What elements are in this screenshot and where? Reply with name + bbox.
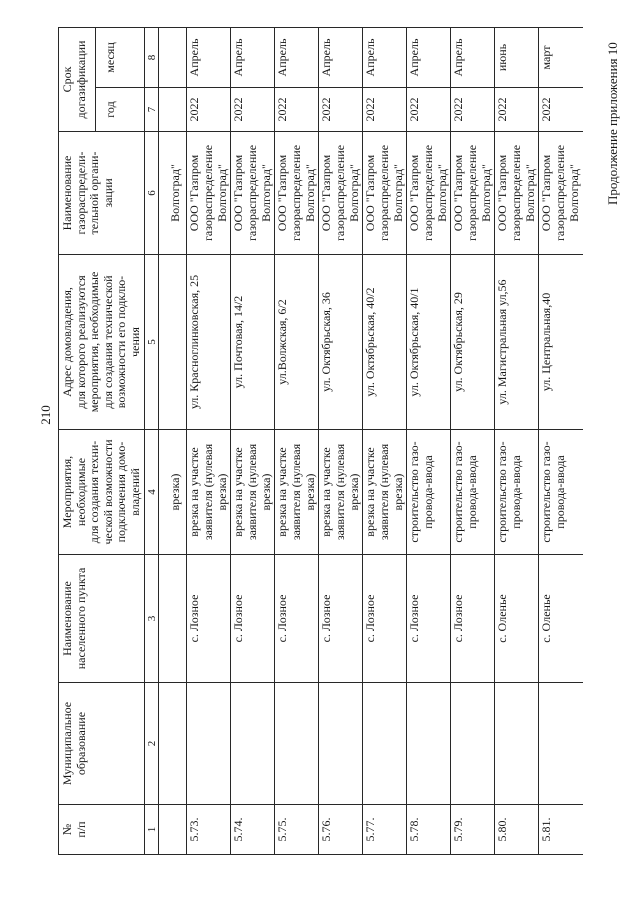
cell-year xyxy=(159,88,187,132)
header-text: владений xyxy=(127,468,142,516)
cell-num xyxy=(407,805,451,855)
cell-organization xyxy=(231,132,275,255)
cell-municipality xyxy=(407,683,451,805)
cell-settlement xyxy=(407,555,451,683)
organization-text: газораспределение xyxy=(420,144,435,242)
cell-num xyxy=(319,805,363,855)
measure-text: врезка на участке xyxy=(231,447,245,537)
year-text: 2022 xyxy=(319,97,333,122)
organization-text: газораспределение xyxy=(288,144,303,242)
cell-year xyxy=(539,88,583,132)
column-number: 7 xyxy=(145,88,159,132)
address-text: ул. Октябрьская, 36 xyxy=(319,292,333,392)
column-number: 4 xyxy=(145,430,159,555)
measure-text: строительство газо- xyxy=(539,441,553,543)
header-organization xyxy=(59,132,145,255)
cell-organization xyxy=(187,132,231,255)
measure-text: врезка на участке xyxy=(363,447,377,537)
measure-text: заявителя (нулевая xyxy=(376,443,391,541)
address-text: ул. Октябрьская, 40/2 xyxy=(363,287,377,397)
cell-num xyxy=(275,805,319,855)
organization-text: газораспределение xyxy=(332,144,347,242)
month-text: Апрель xyxy=(451,38,465,77)
gasification-table xyxy=(58,27,583,855)
cell-address xyxy=(495,255,539,430)
organization-text: ООО "Газпром xyxy=(319,154,333,232)
header-year xyxy=(96,88,145,132)
cell-organization xyxy=(495,132,539,255)
cell-measure xyxy=(319,430,363,555)
address-text: ул. Красноглинковская, 25 xyxy=(187,274,201,410)
cell-settlement xyxy=(187,555,231,683)
cell-settlement xyxy=(159,555,187,683)
num-text: 5.78. xyxy=(407,817,421,842)
cell-address xyxy=(275,255,319,430)
cell-year xyxy=(363,88,407,132)
cell-organization xyxy=(539,132,583,255)
measure-text: врезка) xyxy=(258,473,273,511)
cell-measure xyxy=(407,430,451,555)
cell-settlement xyxy=(319,555,363,683)
organization-text: Волгоград" xyxy=(522,164,537,222)
settlement-text: с. Лозное xyxy=(231,594,245,643)
table-row xyxy=(539,27,583,854)
num-text: 5.81. xyxy=(539,817,553,842)
header-text: мероприятия, необходимые xyxy=(87,271,102,413)
cell-municipality xyxy=(319,683,363,805)
cell-organization xyxy=(407,132,451,255)
header-text: тельной органи- xyxy=(87,151,102,235)
measure-text: врезка на участке xyxy=(187,447,201,537)
settlement-text: с. Лозное xyxy=(187,594,201,643)
header-text: для создания технической xyxy=(100,275,115,409)
num-text: 5.80. xyxy=(495,817,509,842)
header-row xyxy=(59,27,96,854)
header-text: Адрес домовладения, xyxy=(60,287,74,397)
cell-address xyxy=(407,255,451,430)
column-number-row xyxy=(145,27,159,854)
cell-address xyxy=(159,255,187,430)
organization-text: газораспределение xyxy=(244,144,259,242)
header-text: для которого реализуются xyxy=(73,275,88,409)
address-text: ул. Октябрьская, 29 xyxy=(451,292,465,392)
cell-measure xyxy=(275,430,319,555)
organization-text: газораспределение xyxy=(464,144,479,242)
cell-month xyxy=(407,27,451,87)
organization-text: ООО "Газпром xyxy=(363,154,377,232)
header-text: год xyxy=(103,101,117,118)
measure-text: врезка) xyxy=(214,473,229,511)
cell-month xyxy=(319,27,363,87)
organization-text: Волгоград" xyxy=(566,164,581,222)
cell-address xyxy=(539,255,583,430)
num-text: 5.77. xyxy=(363,817,377,842)
column-number: 6 xyxy=(145,132,159,255)
cell-month xyxy=(159,27,187,87)
header-measure xyxy=(59,430,145,555)
header-text: населенного пункта xyxy=(73,567,88,670)
header-text: ческой возможности xyxy=(100,439,115,545)
address-text: ул. Магистральная ул,56 xyxy=(495,279,509,405)
measure-text: врезка на участке xyxy=(275,447,289,537)
cell-year xyxy=(275,88,319,132)
cell-settlement xyxy=(451,555,495,683)
measure-text: врезка) xyxy=(302,473,317,511)
year-text: 2022 xyxy=(495,97,509,122)
organization-text: газораспределение xyxy=(376,144,391,242)
cell-address xyxy=(231,255,275,430)
organization-text: газораспределение xyxy=(552,144,567,242)
month-text: Апрель xyxy=(319,38,333,77)
header-num xyxy=(59,805,145,855)
organization-text: газораспределение xyxy=(200,144,215,242)
cell-year xyxy=(451,88,495,132)
cell-settlement xyxy=(495,555,539,683)
month-text: Апрель xyxy=(275,38,289,77)
measure-text: провода-ввода xyxy=(552,455,567,529)
settlement-text: с. Лозное xyxy=(363,594,377,643)
settlement-text: с. Лозное xyxy=(407,594,421,643)
header-text: необходимые xyxy=(73,457,88,527)
year-text: 2022 xyxy=(231,97,245,122)
column-number: 3 xyxy=(145,555,159,683)
year-text: 2022 xyxy=(275,97,289,122)
measure-text: заявителя (нулевая xyxy=(200,443,215,541)
cell-month xyxy=(275,27,319,87)
month-text: Апрель xyxy=(363,38,377,77)
year-text: 2022 xyxy=(539,97,553,122)
table-row xyxy=(275,27,319,854)
num-text: 5.76. xyxy=(319,817,333,842)
table-row xyxy=(363,27,407,854)
page-number: 210 xyxy=(38,405,53,425)
year-text: 2022 xyxy=(407,97,421,122)
measure-text: заявителя (нулевая xyxy=(288,443,303,541)
organization-text: ООО "Газпром xyxy=(539,154,553,232)
header-text: п/п xyxy=(73,821,88,838)
cell-organization xyxy=(159,132,187,255)
organization-text: ООО "Газпром xyxy=(275,154,289,232)
organization-text: ООО "Газпром xyxy=(495,154,509,232)
cell-organization xyxy=(275,132,319,255)
appendix-continuation-heading: Продолжение приложения 10 xyxy=(605,42,620,205)
cell-num xyxy=(231,805,275,855)
column-number: 1 xyxy=(145,805,159,855)
year-text: 2022 xyxy=(187,97,201,122)
month-text: Апрель xyxy=(231,38,245,77)
cell-organization xyxy=(451,132,495,255)
cell-num xyxy=(363,805,407,855)
cell-organization xyxy=(363,132,407,255)
cell-municipality xyxy=(187,683,231,805)
cell-address xyxy=(187,255,231,430)
measure-text: провода-ввода xyxy=(420,455,435,529)
month-text: март xyxy=(539,45,553,70)
measure-text: врезка на участке xyxy=(319,447,333,537)
num-text: 5.74. xyxy=(231,817,245,842)
header-text: Наименование xyxy=(60,155,74,231)
cell-municipality xyxy=(495,683,539,805)
cell-municipality xyxy=(275,683,319,805)
header-month xyxy=(96,27,145,87)
header-text: месяц xyxy=(103,42,117,73)
cell-month xyxy=(187,27,231,87)
cell-month xyxy=(495,27,539,87)
table-row xyxy=(451,27,495,854)
header-text: Мероприятия, xyxy=(60,455,74,529)
cell-month xyxy=(363,27,407,87)
address-text: ул. Центральная,40 xyxy=(539,292,553,392)
header-text: возможности его подклю- xyxy=(114,275,129,409)
measure-text: строительство газо- xyxy=(407,441,421,543)
header-text: № xyxy=(60,823,74,836)
cell-year xyxy=(495,88,539,132)
cell-measure xyxy=(451,430,495,555)
cell-num xyxy=(187,805,231,855)
organization-text: ООО "Газпром xyxy=(231,154,245,232)
measure-text: врезка) xyxy=(346,473,361,511)
header-municipality xyxy=(59,683,145,805)
cell-year xyxy=(231,88,275,132)
organization-text: Волгоград" xyxy=(434,164,449,222)
organization-text: Волгоград" xyxy=(258,164,273,222)
column-number: 5 xyxy=(145,255,159,430)
cell-measure xyxy=(187,430,231,555)
cell-address xyxy=(363,255,407,430)
num-text: 5.73. xyxy=(187,817,201,842)
measure-text: строительство газо- xyxy=(495,441,509,543)
cell-municipality xyxy=(539,683,583,805)
cell-settlement xyxy=(539,555,583,683)
cell-num xyxy=(451,805,495,855)
measure-text: заявителя (нулевая xyxy=(244,443,259,541)
month-text: Апрель xyxy=(407,38,421,77)
cell-month xyxy=(231,27,275,87)
measure-text: провода-ввода xyxy=(464,455,479,529)
header-text: догазификации xyxy=(73,40,88,119)
organization-text: ООО "Газпром xyxy=(407,154,421,232)
cell-month xyxy=(539,27,583,87)
header-address xyxy=(59,255,145,430)
organization-text: Волгоград" xyxy=(302,164,317,222)
cell-year xyxy=(407,88,451,132)
header-text: Наименование xyxy=(60,581,74,656)
cell-year xyxy=(187,88,231,132)
table-row xyxy=(319,27,363,854)
num-text: 5.75. xyxy=(275,817,289,842)
organization-text: Волгоград" xyxy=(168,164,183,222)
measure-text: строительство газо- xyxy=(451,441,465,543)
header-text: чения xyxy=(127,327,142,357)
cell-address xyxy=(451,255,495,430)
settlement-text: с. Лозное xyxy=(275,594,289,643)
table-row xyxy=(495,27,539,854)
header-settlement xyxy=(59,555,145,683)
column-number: 2 xyxy=(145,683,159,805)
cell-settlement xyxy=(275,555,319,683)
cell-measure xyxy=(539,430,583,555)
table-row xyxy=(407,27,451,854)
cell-month xyxy=(451,27,495,87)
settlement-text: с. Оленье xyxy=(539,594,553,643)
year-text: 2022 xyxy=(363,97,377,122)
table-body xyxy=(159,27,583,854)
continued-row xyxy=(159,27,187,854)
header-text: подключения домо- xyxy=(114,441,129,543)
cell-measure xyxy=(495,430,539,555)
table-row xyxy=(231,27,275,854)
cell-municipality xyxy=(231,683,275,805)
measure-text: провода-ввода xyxy=(508,455,523,529)
cell-municipality xyxy=(363,683,407,805)
measure-text: заявителя (нулевая xyxy=(332,443,347,541)
cell-measure xyxy=(363,430,407,555)
organization-text: ООО "Газпром xyxy=(187,154,201,232)
organization-text: газораспределение xyxy=(508,144,523,242)
header-text: образование xyxy=(73,711,88,776)
address-text: ул. Октябрьская, 40/1 xyxy=(407,287,421,397)
settlement-text: с. Оленье xyxy=(495,594,509,643)
organization-text: Волгоград" xyxy=(346,164,361,222)
header-deadline xyxy=(59,27,96,131)
header-text: газораспредели- xyxy=(73,151,88,235)
measure-text: врезка) xyxy=(390,473,405,511)
cell-settlement xyxy=(363,555,407,683)
settlement-text: с. Лозное xyxy=(451,594,465,643)
cell-year xyxy=(319,88,363,132)
table-row xyxy=(187,27,231,854)
cell-organization xyxy=(319,132,363,255)
header-text: для создания техни- xyxy=(87,440,102,544)
settlement-text: с. Лозное xyxy=(319,594,333,643)
organization-text: Волгоград" xyxy=(390,164,405,222)
header-text: Срок xyxy=(60,66,74,93)
year-text: 2022 xyxy=(451,97,465,122)
cell-measure xyxy=(159,430,187,555)
column-number: 8 xyxy=(145,27,159,87)
cell-num xyxy=(539,805,583,855)
num-text: 5.79. xyxy=(451,817,465,842)
cell-num xyxy=(159,805,187,855)
organization-text: Волгоград" xyxy=(214,164,229,222)
cell-measure xyxy=(231,430,275,555)
cell-municipality xyxy=(159,683,187,805)
header-text: Муниципальное xyxy=(60,701,74,786)
month-text: Апрель xyxy=(187,38,201,77)
header-text: зации xyxy=(100,178,115,208)
organization-text: Волгоград" xyxy=(478,164,493,222)
measure-text: врезка) xyxy=(168,473,183,511)
cell-municipality xyxy=(451,683,495,805)
cell-address xyxy=(319,255,363,430)
cell-settlement xyxy=(231,555,275,683)
organization-text: ООО "Газпром xyxy=(451,154,465,232)
address-text: ул. Почтовая, 14/2 xyxy=(231,295,245,389)
month-text: июнь xyxy=(495,43,509,72)
address-text: ул.Волжская, 6/2 xyxy=(275,299,289,385)
cell-num xyxy=(495,805,539,855)
